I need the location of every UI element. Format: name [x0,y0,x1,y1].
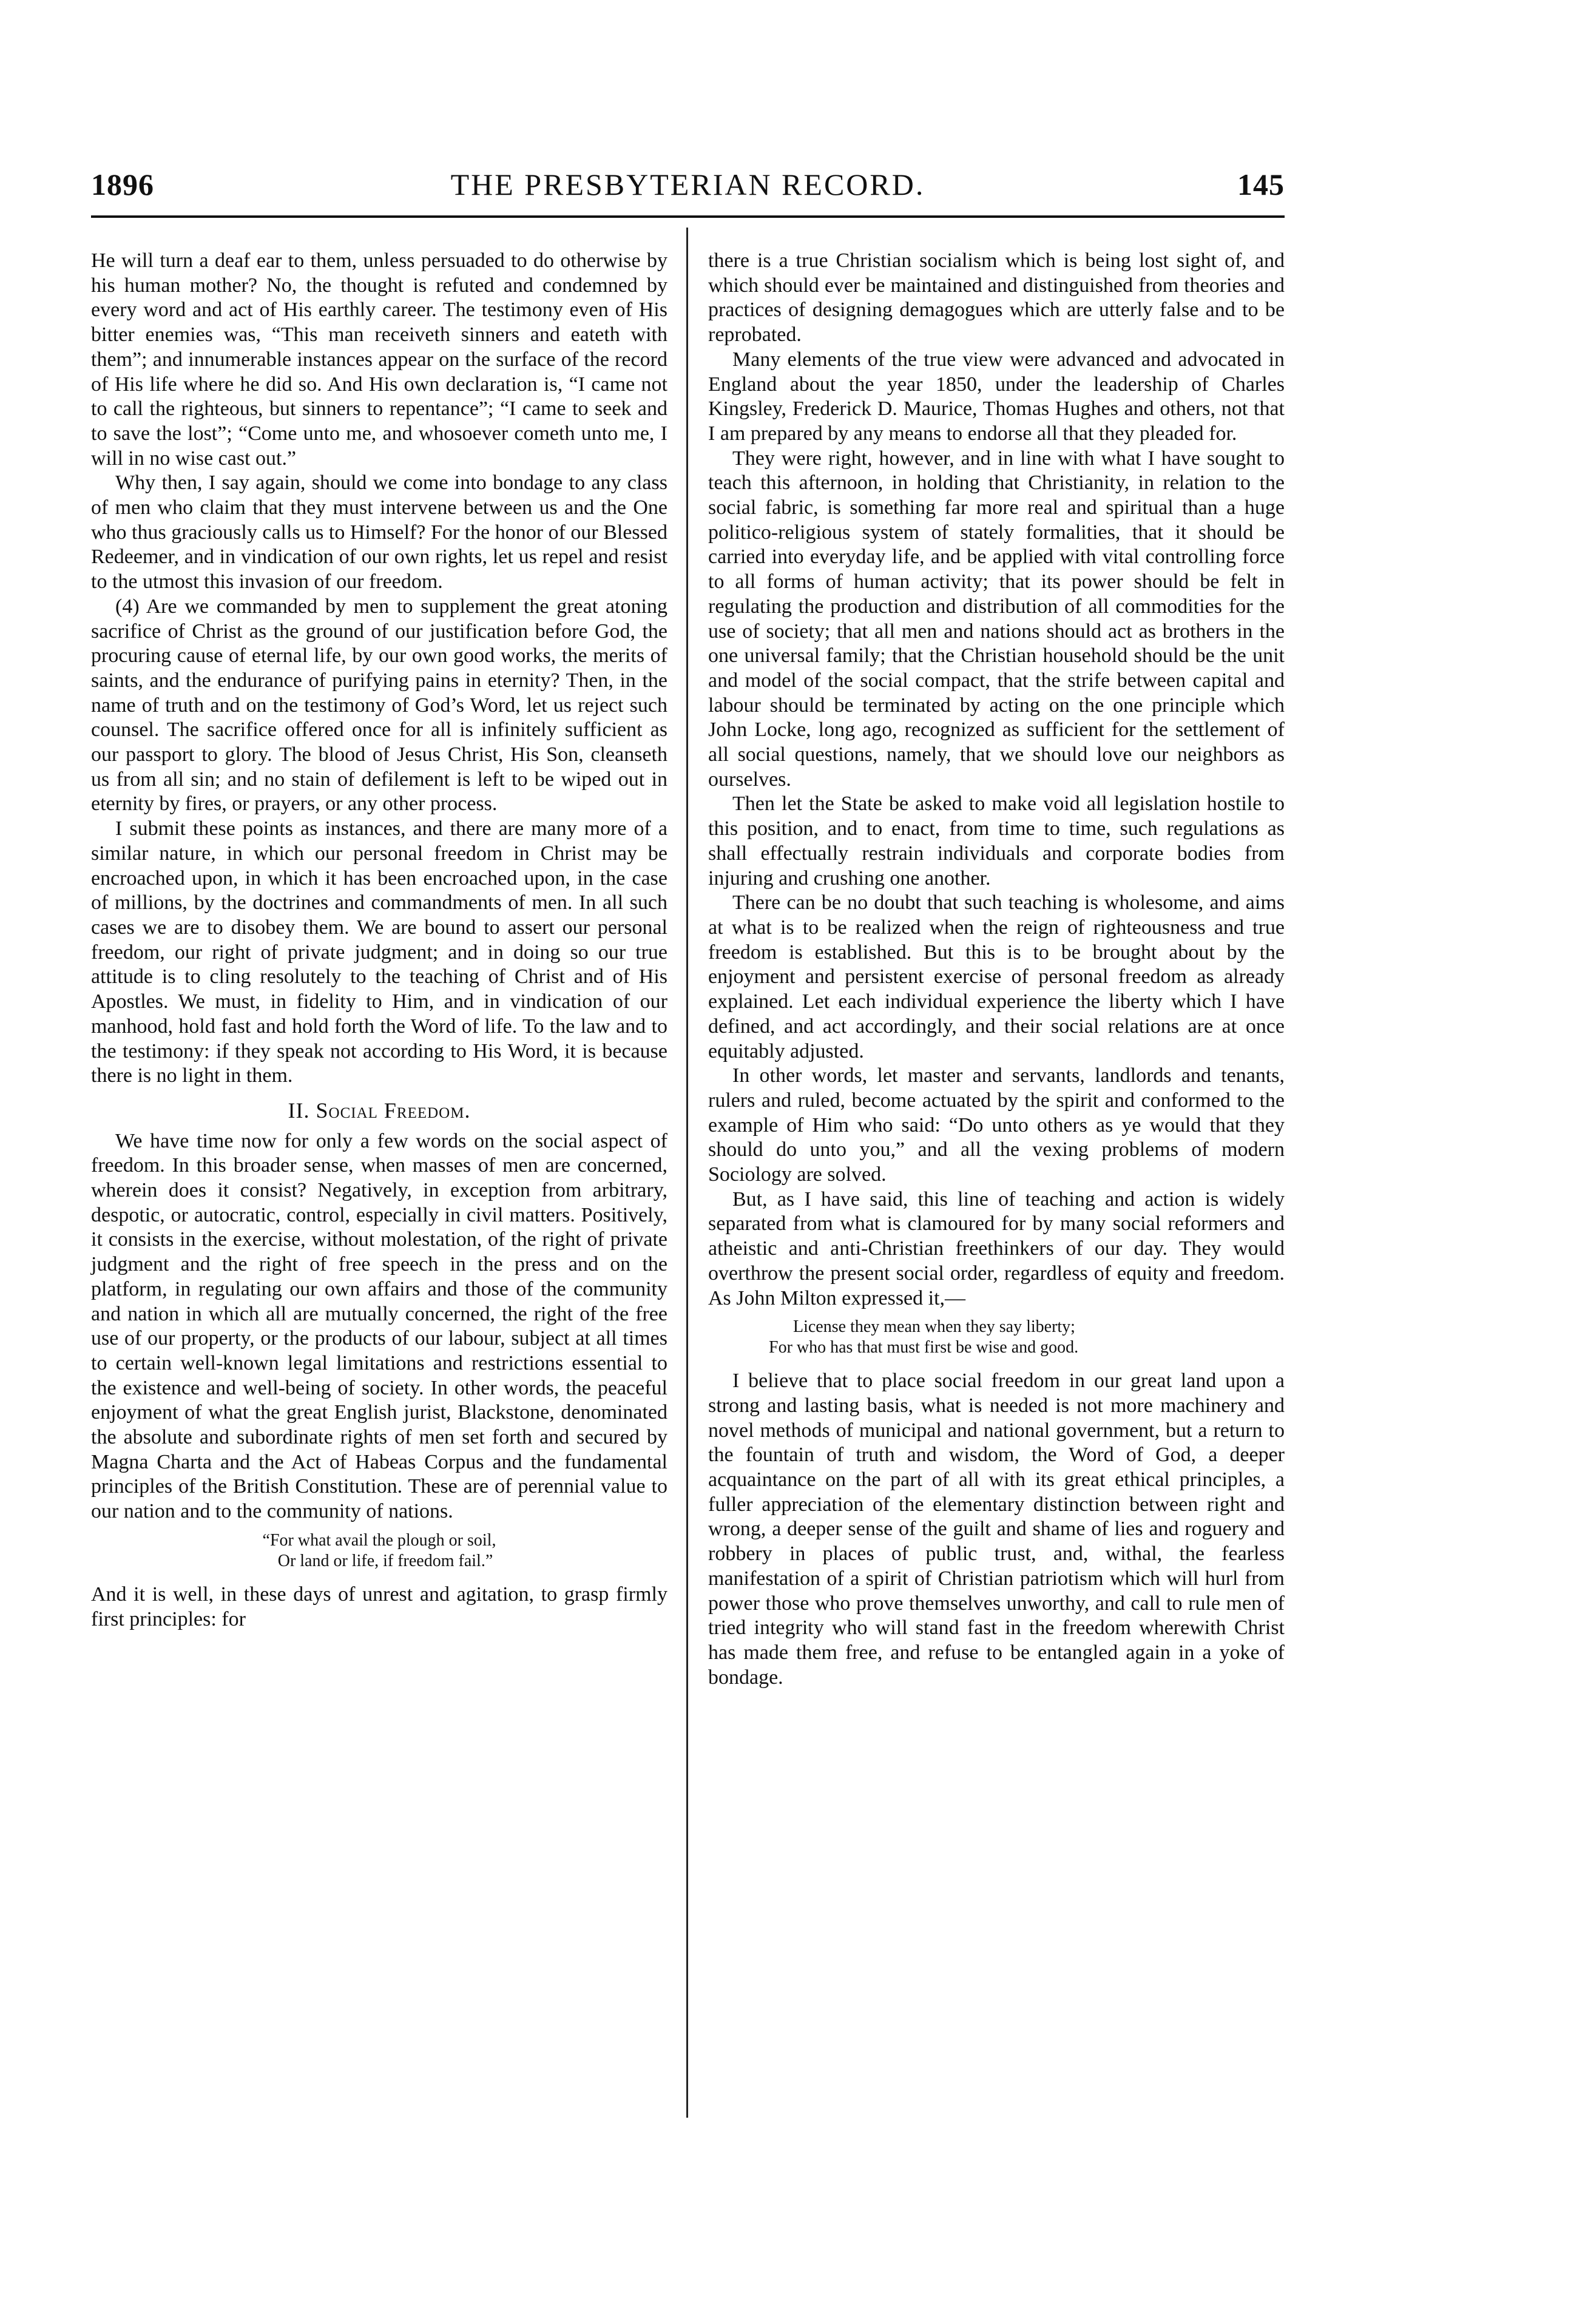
paragraph: But, as I have said, this line of teaching and action is widely separated from what is clamoured for by many social reformers and atheistic and anti-Christian freethinkers of our day. They would overthrow the present social order, regardless of equity and freedom. As John Milton expressed it,— [708,1187,1285,1309]
page-number: 145 [1237,167,1285,201]
verse-line: For who has that must first be wise and good. [769,1338,1079,1357]
paragraph: He will turn a deaf ear to them, unless persuaded to do otherwise by his human mother? No, the thought is refuted and condemned by every word and act of His earthly career. The testimony even of His bitter enemies was, “This man receiveth sinners and eateth with them”; and innumerable instances appear on the surface of the record of His life where he did so. And His own declaration is, “I came not to call the righteous, but sinners to repentance”; “I came to seek and to save the lost”; “Come unto me, and whosoever cometh unto me, I will in no wise cast out.” [91,249,667,470]
verse-quote [91,1530,667,1572]
header-year: 1896 [91,167,154,201]
verse-line: Or land or life, if freedom fail.” [277,1551,493,1570]
column-divider [686,228,688,2118]
verse-quote [708,1317,1285,1358]
running-head [91,167,1285,209]
paragraph: (4) Are we commanded by men to supplement the great atoning sacrifice of Christ as the ground of our justification before God, the procuring cause of eternal life, by our own good works, the merits of saints, and the endurance of purifying pains in eternity? Then, in the name of truth and on the testimony of God’s Word, let us reject such counsel. The sacrifice offered once for all is infinitely sufficient as our passport to glory. The blood of Jesus Christ, His Son, cleanseth us from all sin; and no stain of defilement is left to be wiped out in eternity by fires, or prayers, or any other process. [91,595,667,816]
left-column [91,249,667,1632]
paragraph: We have time now for only a few words on the social aspect of freedom. In this broader sense, when masses of men are concerned, wherein does it consist? Negatively, in exception from arbitrary, despotic, or autocratic, control, especially in civil matters. Positively, it consists in the exercise, without molestation, of the right of private judgment and the right of free speech in the press and on the platform, in regulating our own affairs and those of the community and nation in which all are mutually concerned, the right of the free use of our property, or the products of our labour, subject at all times to certain well-known legal limitations and restrictions essential to the existence and well-being of society. In other words, the peaceful enjoyment of what the great English jurist, Blackstone, denominated the absolute and subordinate rights of men set forth and secured by Magna Charta and the Act of Habeas Corpus and the fundamental principles of the British Constitution. These are of perennial value to our nation and to the community of nations. [91,1129,667,1523]
section-heading: II. Social Freedom. [288,1098,471,1123]
paragraph: Many elements of the true view were advanced and advocated in England about the year 1850, under the leadership of Charles Kingsley, Frederick D. Maurice, Thomas Hughes and others, not that I am prepared by any means to endorse all that they pleaded for. [708,348,1285,445]
paragraph: I submit these points as instances, and there are many more of a similar nature, in which our personal freedom in Christ may be encroached upon, in which it has been encroached upon, in the case of millions, by the doctrines and commandments of men. In all such cases we are to disobey them. We are bound to assert our personal freedom, our right of private judgment; and in doing so our true attitude is to cling resolutely to the teaching of Christ and of His Apostles. We must, in fidelity to Him, and in vindication of our manhood, hold fast and hold forth the Word of life. To the law and to the testimony: if they speak not according to His Word, it is because there is no light in them. [91,817,667,1087]
paragraph: In other words, let master and servants, landlords and tenants, rulers and ruled, become actuated by the spirit and conformed to the example of Him who said: “Do unto others as ye would that they should do unto you,” and all the vexing problems of modern Sociology are solved. [708,1064,1285,1186]
publication-title: THE PRESBYTERIAN RECORD. [450,167,925,201]
right-column [708,249,1285,1690]
verse-line: License they mean when they say liberty; [793,1317,1075,1337]
header-rule [91,215,1285,218]
paragraph: There can be no doubt that such teaching is wholesome, and aims at what is to be realized when the reign of righteousness and true freedom is established. But this is to be brought about by the enjoyment and persistent exercise of personal freedom as already explained. Let each individual experience the liberty which I have defined, and act accordingly, and their social relations are at once equitably adjusted. [708,891,1285,1062]
paragraph: And it is well, in these days of unrest and agitation, to grasp firmly first principles: for [91,1583,667,1630]
paragraph: I believe that to place social freedom in our great land upon a strong and lasting basis, what is needed is not more machinery and novel methods of municipal and national government, but a return to the fountain of truth and wisdom, the Word of God, a deeper acquaintance on the part of all with its great ethical principles, a fuller appreciation of the elementary distinction between right and wrong, a deeper sense of the guilt and shame of lies and roguery and robbery in places of public trust, and, withal, the fearless manifestation of a spirit of Christian patriotism which will hurl from power those who prove themselves unworthy, and call to rule men of tried integrity who will stand fast in the freedom wherewith Christ has made them free, and refuse to be entangled again in a yoke of bondage. [708,1370,1285,1689]
paragraph: there is a true Christian socialism which is being lost sight of, and which should ever be maintained and distinguished from theories and practices of designing demagogues which are utterly false and to be reprobated. [708,249,1285,346]
paragraph: They were right, however, and in line with what I have sought to teach this afternoon, in holding that Christianity, in relation to the social fabric, is something far more real and spiritual than a huge politico-religious system of stately formalities, that it should be carried into everyday life, and be applied with vital controlling force to all forms of human activity; that its power should be felt in regulating the production and distribution of all commodities for the use of society; that all men and nations should act as brothers in the one universal family; that the Christian household should be the unit and model of the social compact, that the strife between capital and labour should be terminated by acting on the one principle which John Locke, long ago, recognized as sufficient for the settlement of all social questions, namely, that we should love our neighbors as ourselves. [708,447,1285,791]
paragraph: Why then, I say again, should we come into bondage to any class of men who claim that they must intervene between us and the One who thus graciously calls us to Himself? For the honor of our Blessed Redeemer, and in vindication of our own rights, let us repel and resist to the utmost this invasion of our freedom. [91,471,667,593]
paragraph: Then let the State be asked to make void all legislation hostile to this position, and to enact, from time to time, such regulations as shall effectually restrain individuals and corporate bodies from injuring and crushing one another. [708,792,1285,890]
verse-line: “For what avail the plough or soil, [262,1530,496,1550]
